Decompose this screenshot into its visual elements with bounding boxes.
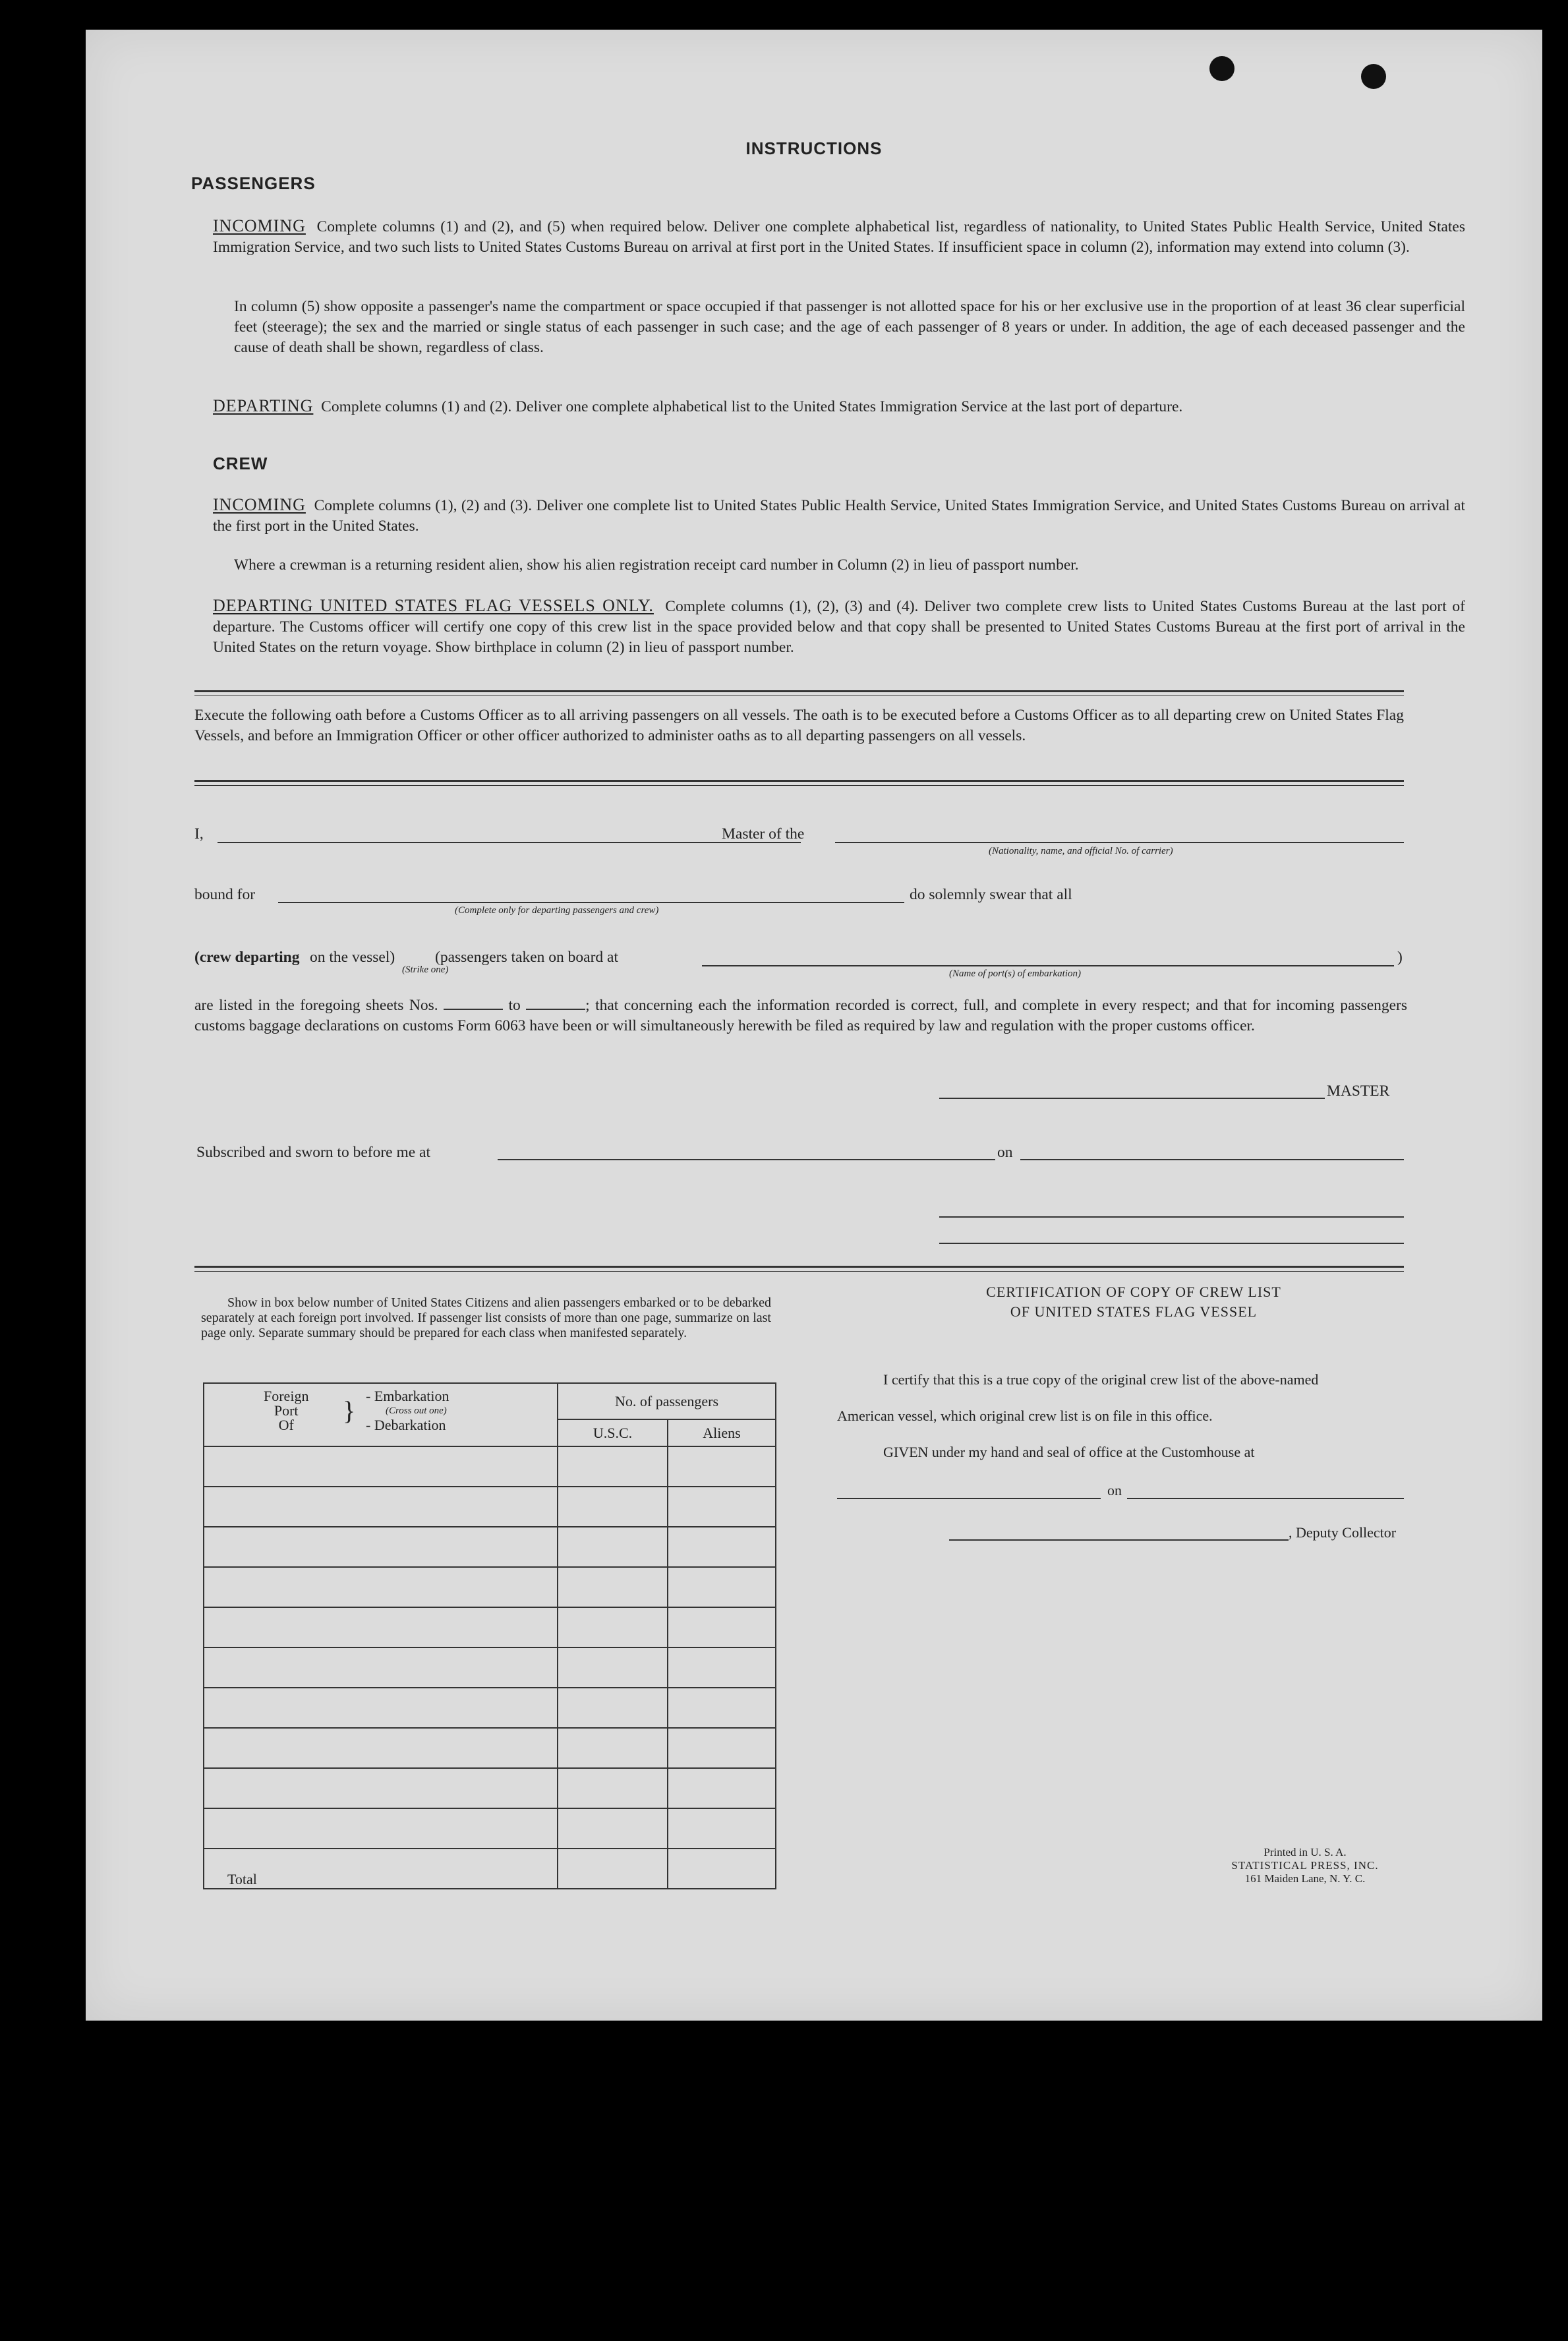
divider-bottom [194,1266,1404,1268]
usc-cell[interactable] [558,1487,668,1527]
crew-incoming-label: INCOMING [213,495,306,514]
embarkation-port-field[interactable] [702,965,1394,966]
close-paren: ) [1397,949,1403,966]
crew-heading: CREW [213,454,268,473]
no-of-passengers-header: No. of passengers [558,1383,776,1419]
page-title: INSTRUCTIONS [745,138,883,158]
aliens-cell[interactable] [668,1527,776,1567]
certification-date-field[interactable] [1127,1498,1404,1499]
usc-cell[interactable] [558,1607,668,1647]
usc-header: U.S.C. [558,1419,668,1446]
printer-line-1: Printed in U. S. A. [1263,1846,1347,1858]
usc-cell[interactable] [558,1688,668,1728]
subscribed-on-label: on [997,1144,1013,1161]
port-row [204,1647,776,1688]
port-header-cell: Foreign Port Of } - Embarkation (Cross out one) - Debarkation [204,1383,558,1446]
passengers-col5: In column (5) show opposite a passenger's name the compartment or space occupied if that passenger is not allotted space for his or her exclusive use in the proportion of at least 36 clear superficial feet (steerage); the sex and the married or single status of each passenger in such case; and the age of each passenger of 8 years or under. In addition, the age of each deceased passenger and the cause of death shall be shown, regardless of class. [234,298,1465,356]
cross-out-caption: (Cross out one) [386,1406,447,1416]
subscribed-place-field[interactable] [498,1159,995,1160]
port-cell[interactable] [204,1647,558,1688]
crew-incoming [213,494,1465,537]
of-label: Of [278,1417,294,1433]
passengers-heading: PASSENGERS [191,173,316,193]
port-row [204,1728,776,1768]
aliens-cell[interactable] [668,1607,776,1647]
port-cell[interactable] [204,1567,558,1607]
strike-one-caption: (Strike one) [402,964,449,975]
deputy-collector-label: , Deputy Collector [1289,1524,1397,1541]
master-signature-field[interactable] [939,1098,1325,1099]
officer-line-2[interactable] [939,1243,1404,1244]
certification-on-label: on [1107,1482,1122,1498]
crew-incoming-text: Complete columns (1), (2) and (3). Deliver one complete list to United States Public Health Service, United States Immigration Service, and United States Customs Bureau on arrival at the first port in the United States. [213,497,1465,535]
subscribed-date-field[interactable] [1020,1159,1404,1160]
crew-departing-us-label: DEPARTING UNITED STATES FLAG VESSELS ONLY. [213,596,654,615]
port-row [204,1607,776,1647]
certification-title-2: OF UNITED STATES FLAG VESSEL [1010,1303,1258,1320]
port-table-body [204,1446,776,1849]
master-name-field[interactable] [218,842,801,843]
customhouse-field[interactable] [837,1498,1101,1499]
port-cell[interactable] [204,1446,558,1487]
carrier-caption: (Nationality, name, and official No. of carrier) [989,846,1173,856]
usc-cell[interactable] [558,1768,668,1808]
certification-line-3: GIVEN under my hand and seal of office at the Customhouse at [883,1444,1255,1460]
carrier-field[interactable] [835,842,1404,843]
passengers-taken-label: (passengers taken on board at [435,949,618,966]
printer-line-2: STATISTICAL PRESS, INC. [1231,1859,1379,1872]
embarkation-label: - Embarkation [366,1388,450,1404]
passengers-departing-label: DEPARTING [213,396,314,415]
port-cell[interactable] [204,1688,558,1728]
on-vessel-label: on the vessel) [310,949,395,966]
passengers-departing-text: Complete columns (1) and (2). Deliver one complete alphabetical list to the United States Immigration Service at the last port of departure. [321,398,1183,415]
master-label: MASTER [1327,1082,1390,1100]
total-usc-cell[interactable] [558,1849,668,1889]
divider-bottom-thin [194,1271,1404,1272]
port-row [204,1808,776,1849]
passengers-departing [213,396,1465,417]
aliens-cell[interactable] [668,1768,776,1808]
certification-line-2: American vessel, which original crew list is on file in this office. [837,1408,1213,1424]
port-caption: (Name of port(s) of embarkation) [949,968,1081,979]
aliens-cell[interactable] [668,1446,776,1487]
sheet-from-field[interactable] [444,1009,503,1010]
port-cell[interactable] [204,1768,558,1808]
foreign-label: Foreign [264,1388,309,1404]
port-cell[interactable] [204,1527,558,1567]
to-label: to [508,997,521,1014]
officer-line-1[interactable] [939,1216,1404,1218]
crew-departing-option [194,947,299,968]
port-cell[interactable] [204,1728,558,1768]
usc-cell[interactable] [558,1446,668,1487]
listed-label-2: ; that concerning each the information recorded is correct, full, and complete in every respect; and that for incoming passengers customs baggage declarations on customs Form 6063 have been or will simultaneously herewith be filed as required by law and regulation with the proper customs officer. [194,997,1408,1034]
divider-mid [194,780,1404,782]
passengers-incoming [213,216,1465,258]
port-row [204,1688,776,1728]
printer-imprint [1206,1846,1404,1885]
usc-cell[interactable] [558,1808,668,1849]
passengers-incoming-label: INCOMING [213,216,306,235]
aliens-header: Aliens [668,1419,776,1446]
box-instructions: Show in box below number of United States Citizens and alien passengers embarked or to be debarked separately at each foreign port involved. If passenger list consists of more than one page, summarize on last page only. Separate summary should be prepared for each class when manifested separately. [201,1295,771,1340]
crew-departing-us [213,595,1465,658]
aliens-cell[interactable] [668,1567,776,1607]
crew-departing-label: (crew departing [194,949,300,966]
port-table [203,1382,776,1889]
usc-cell[interactable] [558,1567,668,1607]
listed-label-1: are listed in the foregoing sheets Nos. [194,997,438,1014]
oath-instructions: Execute the following oath before a Customs Officer as to all arriving passengers on all vessels. The oath is to be executed before a Customs Officer as to all departing crew on United States Flag Vessels, and before an Immigration Officer or other officer authorized to administer oaths as to all departing passengers on all vessels. [194,707,1404,744]
port-cell[interactable] [204,1607,558,1647]
aliens-cell[interactable] [668,1688,776,1728]
port-cell[interactable] [204,1808,558,1849]
port-cell[interactable] [204,1487,558,1527]
oath-i-label: I, [194,825,204,843]
aliens-cell[interactable] [668,1647,776,1688]
divider-top [194,690,1404,692]
total-label-cell [204,1849,558,1889]
printer-line-3: 161 Maiden Lane, N. Y. C. [1244,1872,1366,1885]
crewman-note: Where a crewman is a returning resident alien, show his alien registration receipt card number in Column (2) in lieu of passport number. [234,556,1079,574]
punch-hole-right [1361,64,1386,89]
certification-title-1: CERTIFICATION OF COPY OF CREW LIST [986,1284,1281,1300]
swear-label: do solemnly swear that all [910,886,1072,903]
usc-cell[interactable] [558,1527,668,1567]
port-row [204,1527,776,1567]
port-row [204,1446,776,1487]
deputy-collector-signature-field[interactable] [949,1539,1289,1541]
subscribed-label: Subscribed and sworn to before me at [196,1144,431,1161]
total-label: Total [227,1871,257,1887]
bound-for-field[interactable] [278,902,904,903]
aliens-cell[interactable] [668,1808,776,1849]
divider-mid-thin [194,785,1404,786]
certification-title [863,1282,1404,1322]
total-aliens-cell[interactable] [668,1849,776,1889]
certification-line-1: I certify that this is a true copy of the original crew list of the above-named [883,1371,1319,1388]
listed-sheets [194,995,1407,1036]
aliens-cell[interactable] [668,1728,776,1768]
usc-cell[interactable] [558,1647,668,1688]
form-sheet [86,30,1542,2021]
usc-cell[interactable] [558,1728,668,1768]
bound-for-label: bound for [194,886,256,903]
crew-departing-us-text: Complete columns (1), (2), (3) and (4). Deliver two complete crew lists to United States Customs Bureau at the last port of departure. The Customs officer will certify one copy of this crew list in the space provided below and that copy shall be presented to United States Customs Bureau at the first port of arrival in the United States on the return voyage. Show birthplace in column (2) in lieu of passport number. [213,598,1465,656]
bound-for-caption: (Complete only for departing passengers and crew) [455,905,659,916]
aliens-cell[interactable] [668,1487,776,1527]
port-label: Port [274,1402,299,1419]
debarkation-label: - Debarkation [366,1417,446,1433]
sheet-to-field[interactable] [526,1009,585,1010]
punch-hole-left [1209,56,1234,81]
port-row [204,1567,776,1607]
master-of-label: Master of the [722,825,805,843]
port-row [204,1768,776,1808]
port-row [204,1487,776,1527]
passengers-incoming-text: Complete columns (1) and (2), and (5) when required below. Deliver one complete alphabetical list, regardless of nationality, to United States Public Health Service, United States Immigration Service, and two such lists to United States Customs Bureau on arrival at first port in the United States. If insufficient space in column (2), information may extend into column (3). [213,218,1466,256]
